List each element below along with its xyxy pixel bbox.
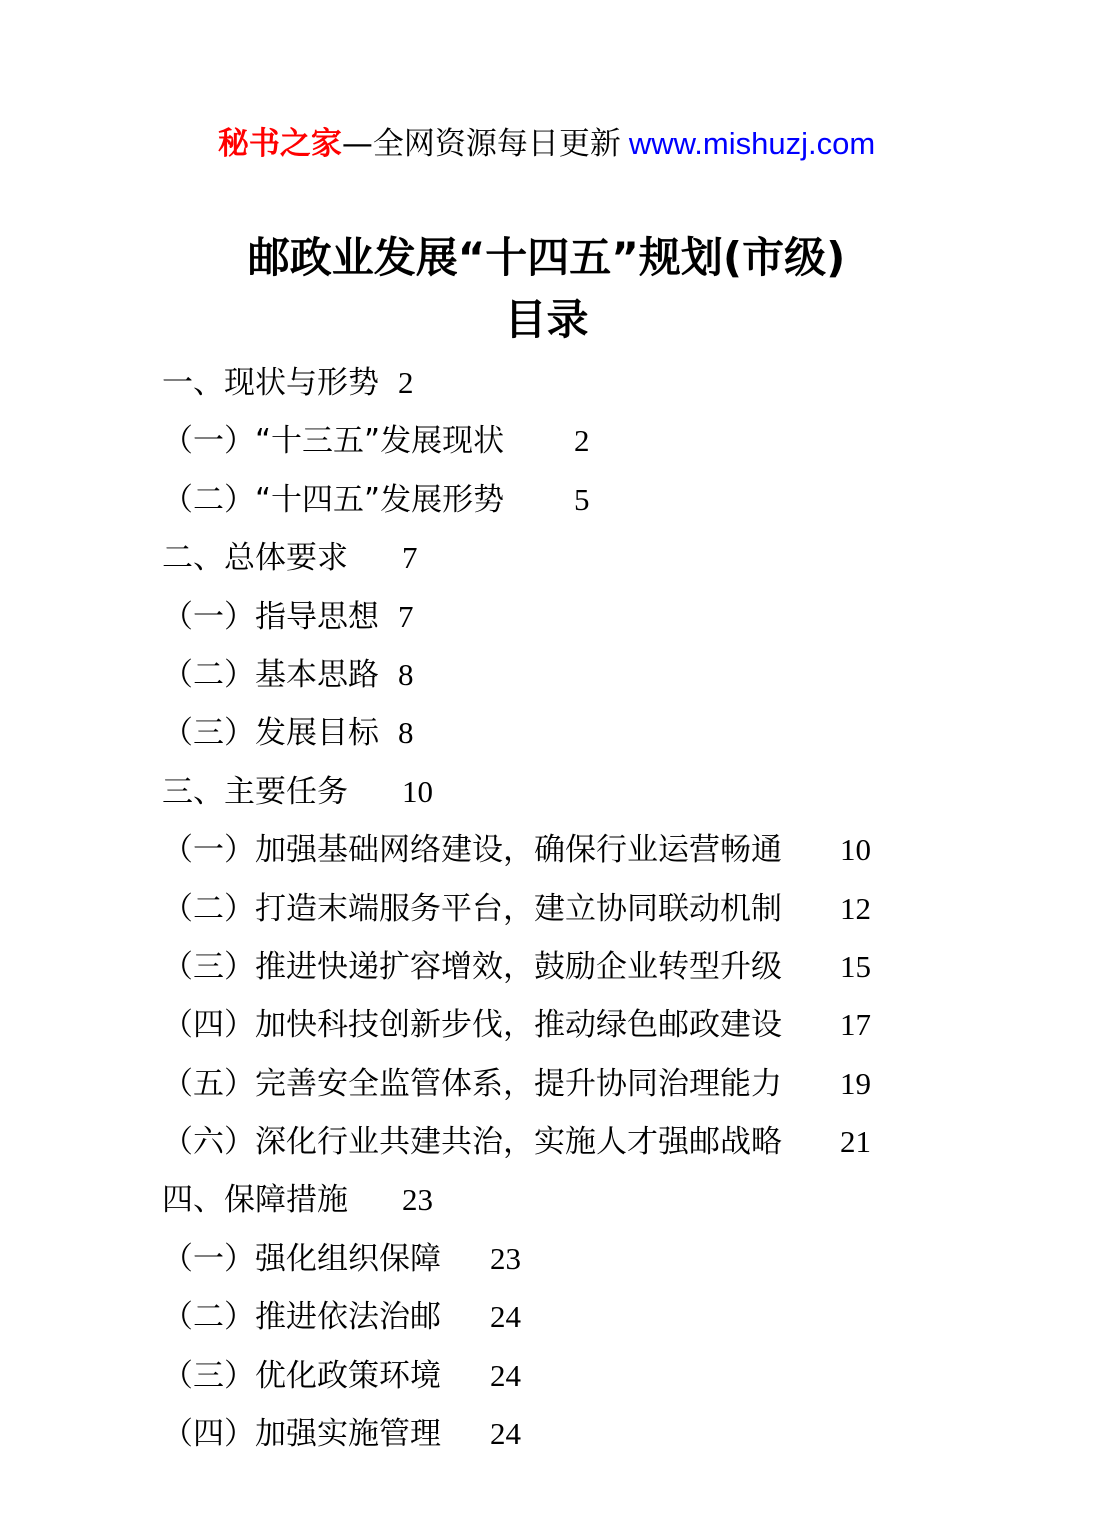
toc-entry-text: （三）发展目标 bbox=[162, 715, 379, 752]
toc-entry[interactable] bbox=[162, 536, 1062, 594]
toc-entry[interactable] bbox=[162, 1003, 1062, 1061]
toc-entry-text: （三）推进快递扩容增效，鼓励企业转型升级 bbox=[162, 948, 782, 985]
toc-entry[interactable] bbox=[162, 828, 1062, 886]
toc-entry-text: （二）推进依法治邮 bbox=[162, 1299, 441, 1336]
toc-entry[interactable] bbox=[162, 1237, 1062, 1295]
toc-entry-text: （一）指导思想 bbox=[162, 598, 379, 635]
toc-entry[interactable] bbox=[162, 361, 1062, 419]
toc-entry-page: 10 bbox=[840, 832, 871, 868]
toc-entry-page: 10 bbox=[402, 773, 433, 809]
toc-entry-page: 7 bbox=[398, 598, 414, 634]
brand-name: 秘书之家 bbox=[217, 126, 342, 162]
toc-entry-text: （一）“十三五”发展现状 bbox=[162, 423, 505, 460]
toc-entry[interactable] bbox=[162, 711, 1062, 769]
toc-entry-page: 17 bbox=[840, 1007, 871, 1043]
toc-entry-page: 8 bbox=[398, 715, 414, 751]
toc-entry-text: 一、现状与形势 bbox=[162, 365, 379, 401]
toc-entry-text: （四）加快科技创新步伐，推动绿色邮政建设 bbox=[162, 1007, 782, 1044]
site-url-link[interactable]: www.mishuzj.com bbox=[628, 126, 876, 161]
toc-entry-text: （一）加强基础网络建设，确保行业运营畅通 bbox=[162, 832, 782, 869]
toc-entry-text: 二、总体要求 bbox=[162, 540, 348, 577]
toc-entry[interactable] bbox=[162, 1295, 1062, 1353]
toc-entry[interactable] bbox=[162, 1354, 1062, 1412]
toc-entry[interactable] bbox=[162, 887, 1062, 945]
toc-entry-page: 8 bbox=[398, 656, 414, 692]
toc-entry-page: 15 bbox=[840, 948, 871, 984]
toc-entry[interactable] bbox=[162, 1412, 1062, 1470]
table-of-contents bbox=[162, 361, 1062, 1470]
toc-entry[interactable] bbox=[162, 770, 1062, 828]
toc-entry-page: 23 bbox=[402, 1182, 433, 1218]
toc-entry[interactable] bbox=[162, 478, 1062, 536]
toc-entry-page: 24 bbox=[490, 1416, 521, 1452]
toc-entry[interactable] bbox=[162, 595, 1062, 653]
toc-entry[interactable] bbox=[162, 945, 1062, 1003]
toc-entry-page: 7 bbox=[402, 540, 418, 576]
header-tagline: —全网资源每日更新 bbox=[341, 126, 621, 162]
toc-entry[interactable] bbox=[162, 1178, 1062, 1236]
toc-entry-text: 三、主要任务 bbox=[162, 773, 348, 810]
toc-entry-page: 24 bbox=[490, 1357, 521, 1393]
toc-entry-page: 12 bbox=[840, 890, 871, 926]
toc-entry-text: （二）基本思路 bbox=[162, 656, 379, 693]
document-title: 邮政业发展“十四五”规划(市级) bbox=[247, 233, 846, 282]
toc-entry[interactable] bbox=[162, 1062, 1062, 1120]
toc-entry-page: 5 bbox=[574, 481, 590, 517]
toc-entry[interactable] bbox=[162, 1120, 1062, 1178]
toc-entry-page: 19 bbox=[840, 1065, 871, 1101]
toc-entry-text: （三）优化政策环境 bbox=[162, 1357, 441, 1394]
toc-entry-text: （一）强化组织保障 bbox=[162, 1240, 441, 1277]
toc-entry-text: 四、保障措施 bbox=[162, 1182, 348, 1219]
toc-entry-text: （六）深化行业共建共治，实施人才强邮战略 bbox=[162, 1124, 782, 1161]
toc-entry-page: 2 bbox=[398, 365, 414, 400]
toc-entry-page: 23 bbox=[490, 1240, 521, 1276]
toc-entry-page: 2 bbox=[574, 423, 590, 459]
toc-entry-text: （五）完善安全监管体系，提升协同治理能力 bbox=[162, 1065, 782, 1102]
toc-heading: 目录 bbox=[504, 295, 589, 344]
toc-entry-page: 24 bbox=[490, 1299, 521, 1335]
toc-entry-page: 21 bbox=[840, 1124, 871, 1160]
site-header bbox=[0, 122, 1093, 166]
toc-entry-text: （二）“十四五”发展形势 bbox=[162, 481, 505, 518]
toc-entry[interactable] bbox=[162, 419, 1062, 477]
toc-entry-text: （四）加强实施管理 bbox=[162, 1416, 441, 1453]
toc-entry[interactable] bbox=[162, 653, 1062, 711]
toc-entry-text: （二）打造末端服务平台，建立协同联动机制 bbox=[162, 890, 782, 927]
